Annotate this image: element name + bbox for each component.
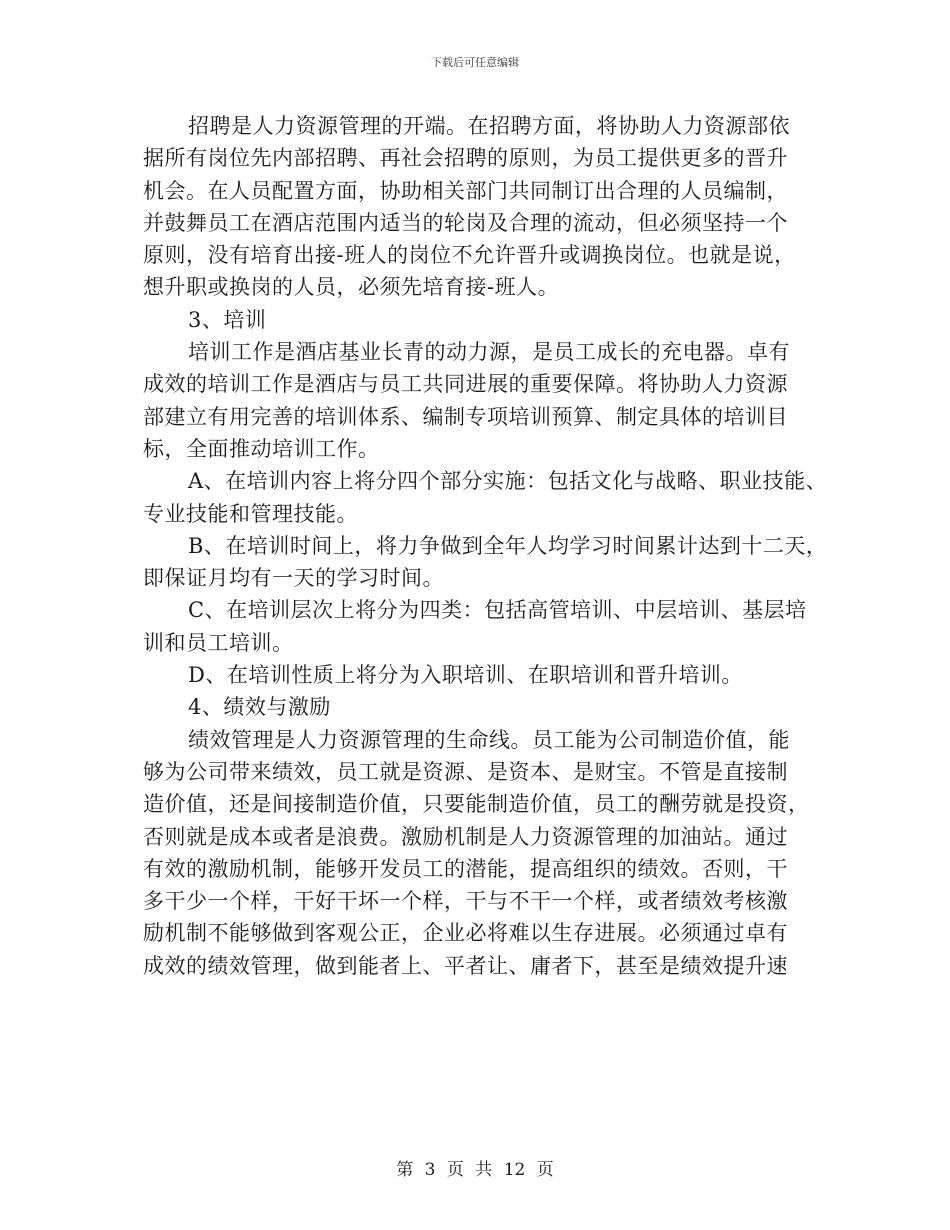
text-line: 并鼓舞员工在酒店范围内适当的轮岗及合理的流动，但必须坚持一个 [143, 210, 788, 235]
text-line: 多干少一个样，干好干坏一个样，干与不干一个样，或者绩效考核激 [143, 889, 788, 914]
text-line: 造价值，还是间接制造价值，只要能制造价值，员工的酬劳就是投资， [143, 792, 810, 817]
text-line: C、在培训层次上将分为四类：包括高管培训、中层培训、基层培 [188, 598, 807, 623]
text-line: D、在培训性质上将分为入职培训、在职培训和晋升培训。 [188, 663, 743, 688]
text-line: 据所有岗位先内部招聘、再社会招聘的原则，为员工提供更多的晋升 [143, 146, 788, 171]
text-line: 3、培训 [188, 307, 267, 332]
page-header: 下载后可任意编辑 [431, 56, 519, 69]
text-line: 想升职或换岗的人员，必须先培育接-班人。 [143, 275, 560, 300]
text-line: 招聘是人力资源管理的开端。在招聘方面，将协助人力资源部依 [188, 114, 790, 138]
text-line: 即保证月均有一天的学习时间。 [143, 566, 444, 591]
text-line: 部建立有用完善的培训体系、编制专项培训预算、制定具体的培训目 [143, 404, 788, 429]
text-line: 成效的绩效管理，做到能者上、平者让、庸者下，甚至是绩效提升速 [143, 953, 788, 978]
text-line: A、在培训内容上将分四个部分实施：包括文化与战略、职业技能、 [188, 469, 828, 494]
text-line: 成效的培训工作是酒店与员工共同进展的重要保障。将协助人力资源 [143, 372, 788, 397]
text-line: 4、绩效与激励 [188, 695, 331, 720]
text-line: 训和员工培训。 [143, 630, 294, 655]
text-line: 原则，没有培育出接-班人的岗位不允许晋升或调换岗位。也就是说， [143, 243, 796, 268]
text-line: 专业技能和管理技能。 [143, 501, 358, 526]
text-line: 绩效管理是人力资源管理的生命线。员工能为公司制造价值，能 [188, 727, 790, 752]
text-line: 机会。在人员配置方面，协助相关部门共同制订出合理的人员编制， [143, 178, 788, 203]
text-line: 有效的激励机制，能够开发员工的潜能，提高组织的绩效。否则，干 [143, 856, 788, 881]
text-line: B、在培训时间上，将力争做到全年人均学习时间累计达到十二天， [188, 533, 828, 558]
document-body [143, 110, 833, 982]
text-line: 培训工作是酒店基业长青的动力源，是员工成长的充电器。卓有 [188, 340, 790, 365]
text-line: 够为公司带来绩效，员工就是资源、是资本、是财宝。不管是直接制 [143, 759, 788, 784]
text-line: 励机制不能够做到客观公正，企业必将难以生存进展。必须通过卓有 [143, 921, 788, 946]
page-number: 第 3 页 共 12 页 [396, 1160, 554, 1180]
text-line: 否则就是成本或者是浪费。激励机制是人力资源管理的加油站。通过 [143, 824, 788, 849]
text-line: 标，全面推动培训工作。 [143, 436, 380, 461]
